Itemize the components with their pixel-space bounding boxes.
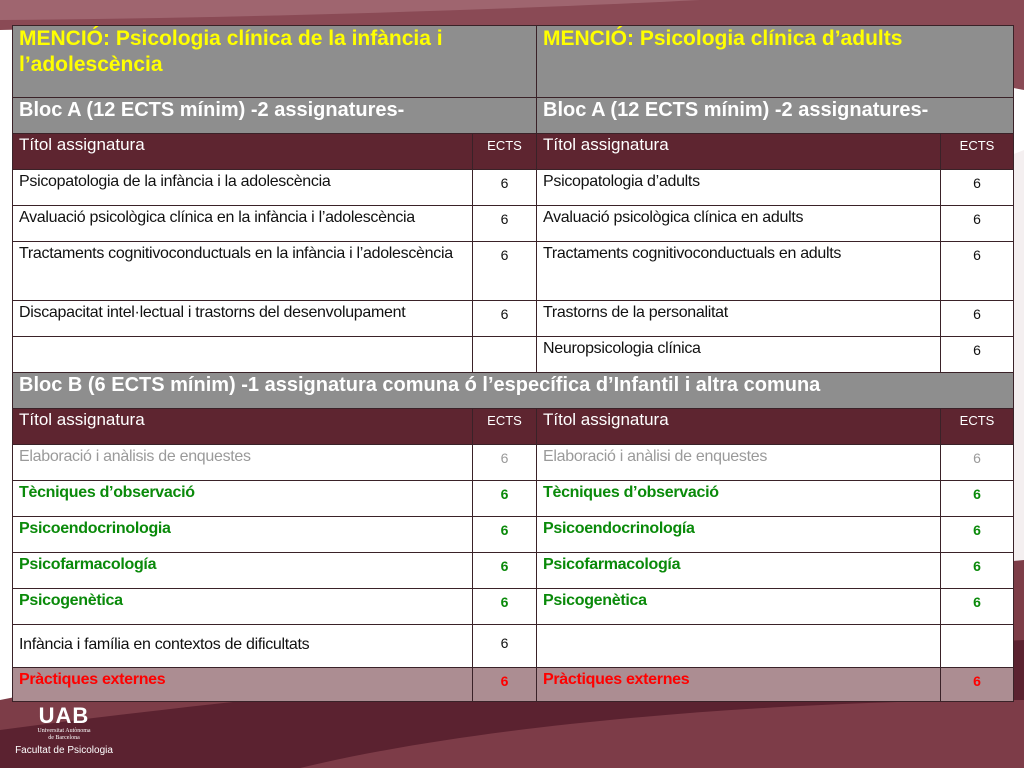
subject-cell: Trastorns de la personalitat bbox=[537, 301, 941, 337]
column-header-subject: Títol assignatura bbox=[13, 409, 473, 445]
table-row bbox=[13, 337, 1014, 373]
table-row bbox=[13, 170, 1014, 206]
uab-logo-mark: UAB bbox=[38, 703, 90, 728]
subject-cell bbox=[13, 337, 473, 373]
subject-cell: Psicogenètica bbox=[537, 589, 941, 625]
ects-cell: 6 bbox=[941, 301, 1014, 337]
ects-cell: 6 bbox=[941, 206, 1014, 242]
ects-cell bbox=[473, 337, 537, 373]
subject-cell: Psicopatologia d’adults bbox=[537, 170, 941, 206]
bloc-b-title: Bloc B (6 ECTS mínim) -1 assignatura comuna ó l’específica d’Infantil i altra comuna bbox=[13, 373, 1014, 409]
ects-cell: 6 bbox=[473, 242, 537, 301]
column-header-ects: ECTS bbox=[941, 134, 1014, 170]
table-row bbox=[13, 445, 1014, 481]
ects-cell: 6 bbox=[473, 206, 537, 242]
ects-cell: 6 bbox=[941, 337, 1014, 373]
mencio-infancia-title: MENCIÓ: Psicologia clínica de la infància i l’adolescència bbox=[13, 26, 537, 98]
bloc-b-row bbox=[13, 373, 1014, 409]
ects-cell: 6 bbox=[473, 445, 537, 481]
table-row bbox=[13, 242, 1014, 301]
subject-cell: Psicopatologia de la infància i la adolescència bbox=[13, 170, 473, 206]
table-row bbox=[13, 553, 1014, 589]
column-header-subject: Títol assignatura bbox=[537, 409, 941, 445]
ects-cell: 6 bbox=[941, 242, 1014, 301]
ects-cell: 6 bbox=[473, 553, 537, 589]
ects-cell: 6 bbox=[941, 589, 1014, 625]
subject-cell: Avaluació psicològica clínica en la infància i l’adolescència bbox=[13, 206, 473, 242]
ects-cell: 6 bbox=[473, 517, 537, 553]
table-row bbox=[13, 481, 1014, 517]
ects-cell: 6 bbox=[473, 170, 537, 206]
university-name-line2: de Barcelona bbox=[48, 735, 80, 741]
subject-cell: Tractaments cognitivoconductuals en adults bbox=[537, 242, 941, 301]
subject-cell: Neuropsicologia clínica bbox=[537, 337, 941, 373]
subject-cell: Psicofarmacología bbox=[537, 553, 941, 589]
subject-cell: Tècniques d’observació bbox=[537, 481, 941, 517]
bloc-a-row bbox=[13, 98, 1014, 134]
subject-cell: Elaboració i anàlisi de enquestes bbox=[537, 445, 941, 481]
ects-cell: 6 bbox=[473, 625, 537, 668]
bloc-a-right-title: Bloc A (12 ECTS mínim) -2 assignatures- bbox=[537, 98, 1014, 134]
table-row bbox=[13, 625, 1014, 668]
uab-logo bbox=[4, 704, 124, 758]
table-row bbox=[13, 668, 1014, 702]
mencio-row bbox=[13, 26, 1014, 98]
column-header-subject: Títol assignatura bbox=[13, 134, 473, 170]
table-row bbox=[13, 301, 1014, 337]
subject-cell: Infància i família en contextos de dificultats bbox=[13, 625, 473, 668]
subject-cell: Discapacitat intel·lectual i trastorns del desenvolupament bbox=[13, 301, 473, 337]
subject-cell: Pràctiques externes bbox=[13, 668, 473, 702]
table-row bbox=[13, 206, 1014, 242]
ects-cell: 6 bbox=[941, 481, 1014, 517]
column-header-ects: ECTS bbox=[473, 134, 537, 170]
faculty-name: Facultat de Psicologia bbox=[15, 745, 113, 756]
ects-cell bbox=[941, 625, 1014, 668]
bloc-a-column-header bbox=[13, 134, 1014, 170]
subject-cell: Psicogenètica bbox=[13, 589, 473, 625]
subject-cell: Psicofarmacología bbox=[13, 553, 473, 589]
table-row bbox=[13, 517, 1014, 553]
subject-cell: Elaboració i anàlisis de enquestes bbox=[13, 445, 473, 481]
column-header-ects: ECTS bbox=[473, 409, 537, 445]
table-row bbox=[13, 589, 1014, 625]
ects-cell: 6 bbox=[473, 481, 537, 517]
course-table bbox=[12, 25, 1014, 702]
subject-cell: Avaluació psicològica clínica en adults bbox=[537, 206, 941, 242]
ects-cell: 6 bbox=[941, 553, 1014, 589]
ects-cell: 6 bbox=[473, 668, 537, 702]
ects-cell: 6 bbox=[941, 517, 1014, 553]
column-header-ects: ECTS bbox=[941, 409, 1014, 445]
column-header-subject: Títol assignatura bbox=[537, 134, 941, 170]
subject-cell bbox=[537, 625, 941, 668]
subject-cell: Tècniques d’observació bbox=[13, 481, 473, 517]
bloc-b-column-header bbox=[13, 409, 1014, 445]
university-name-line1: Universitat Autònoma bbox=[37, 728, 91, 734]
subject-cell: Tractaments cognitivoconductuals en la infància i l’adolescència bbox=[13, 242, 473, 301]
ects-cell: 6 bbox=[941, 170, 1014, 206]
subject-cell: Psicoendocrinologia bbox=[13, 517, 473, 553]
ects-cell: 6 bbox=[941, 445, 1014, 481]
ects-cell: 6 bbox=[473, 589, 537, 625]
subject-cell: Psicoendocrinología bbox=[537, 517, 941, 553]
bloc-a-left-title: Bloc A (12 ECTS mínim) -2 assignatures- bbox=[13, 98, 537, 134]
ects-cell: 6 bbox=[941, 668, 1014, 702]
subject-cell: Pràctiques externes bbox=[537, 668, 941, 702]
ects-cell: 6 bbox=[473, 301, 537, 337]
mencio-adults-title: MENCIÓ: Psicologia clínica d’adults bbox=[537, 26, 1014, 98]
